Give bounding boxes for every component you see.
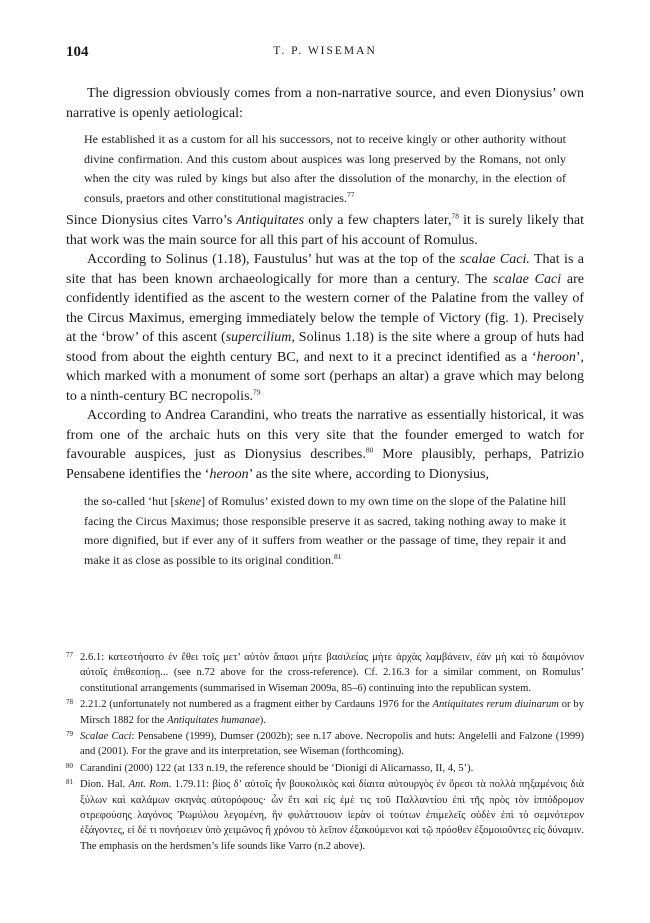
footnote-number: 79 <box>66 730 73 739</box>
running-head: T. P. WISEMAN <box>273 45 377 57</box>
footnote: 78 2.21.2 (unfortunately not numbered as a fragment either by Cardauns 1976 for the Antiquitates rerum diuinarum or by Mirsch 1882 for the Antiquitates humanae). <box>66 697 584 728</box>
footnote-ref: 81 <box>333 551 342 561</box>
footnote-number: 77 <box>66 651 73 659</box>
footnote-ref: 80 <box>365 445 374 455</box>
paragraph: According to Solinus (1.18), Faustulus’ hut was at the top of the scalae Caci. That is a site that has been known archaeologically for more than a century. The scalae Caci are confidently identified as the ascent to the western corner of the Palatine from the valley of the Circus Maximus, emerging immediately below the temple of Victory (fig. 1). Precisely at the ‘brow’ of this ascent (supercilium, Solinus 1.18) is the site where a group of huts had stood from about the eighth century BC, and next to it a precinct identified as a ‘heroon’, which marked with a monument of some sort (perhaps an altar) a grave which may belong to a ninth-century BC necropolis.$^{79}$ <box>66 252 584 404</box>
footnote-number: 81 <box>66 778 73 787</box>
block-quote: the so-called ‘hut [skene] of Romulus’ existed down to my own time on the slope of the Palatine hill facing the Circus Maximus; those responsible preserve it as sacred, taking nothing away to make it more dignified, but if ever any of it suffers from weather or the passage of time, they repair it and make it as close as possible to its original condition.$^{81}$ <box>84 494 566 567</box>
footnote: 80 Carandini (2000) 122 (at 133 n.19, the reference should be ‘Dionigi di Alicarnasso, II, 4, 5’). <box>66 761 584 776</box>
page-number: 104 <box>66 44 89 60</box>
footnote-ref: 78 <box>451 211 459 221</box>
footnote: 79 Scalae Caci: Pensabene (1999), Dumser (2002b); see n.17 above. Necropolis and huts: Angelelli and Falzone (1999) and (2001). For the grave and its interpretation, see Wiseman (forthcoming). <box>66 729 584 760</box>
paragraph: The digression obviously comes from a non-narrative source, and even Dionysius’ own narrative is openly aetiological: <box>66 86 584 121</box>
body-text <box>66 84 584 573</box>
footnote: 81 Dion. Hal. Ant. Rom. 1.79.11: βίος δ’ αὐτοῖς ἦν βουκολικὸς καὶ δίαιτα αὐτουργὸς ἐν ὄρεσι τὰ πολλὰ πηξαμένοις διὰ ξύλων καὶ καλάμων σκηνὰς αὐτορόφους· ὧν ἔτι καὶ εἰς ἐμὲ τις τοῦ Παλλαντίου ἐπὶ τῆς πρὸς τὸν ἱππόδρομον στρεφούσης λαγόνος Ῥωμύλου λεγομένη, ἣν φυλάττουσιν ἱερὰν οἱ τούτων ἐπιμελεῖς οὐδὲν ἐπὶ τὸ σεμνότερον ἐξάγοντες, εἰ δέ τι πονήσειεν ὑπὸ χειμῶνος ἢ χρόνου τὸ λεῖπον ἐξακούμενοι καὶ τῷ πρόσθεν ἐξομοιοῦντες εἰς δύναμιν. The emphasis on the herdsmen’s life sounds like Varro (n.2 above). <box>66 777 584 854</box>
paragraph: Since Dionysius cites Varro’s Antiquitates only a few chapters later,$^{78}$ it is surely likely that that work was the main source for all this part of his account of Romulus. <box>66 211 584 248</box>
footnote-number: 80 <box>66 761 73 770</box>
footnote-ref: 77 <box>346 189 355 199</box>
paragraph: According to Andrea Carandini, who treats the narrative as essentially historical, it was from one of the archaic huts on this very site that the founder emerged to watch for favourable auspices, just as Dionysius describes.$^{80}$ More plausibly, perhaps, Patrizio Pensabene identifies the ‘heroon’ as the site where, according to Dionysius, <box>66 408 584 482</box>
footnote: 77 2.6.1: κατεστήσατο ἐν ἔθει τοῖς μετ’ αὐτὸν ἅπασι μήτε βασιλείας μήτε ἀρχὰς λαμβάνειν, ἐὰν μὴ καὶ τὸ δαιμόνιον αὐτοῖς ἐπιθεσπίσῃ... (see n.72 above for the cross-reference). Cf. 2.16.3 for a similar comment, on Romulus’ constitutional arrangements (summarised in Wiseman 2009a, 85–6) continuing into the republican system. <box>66 650 584 696</box>
footnote-number: 78 <box>66 698 73 707</box>
block-quote: He established it as a custom for all his successors, not to receive kingly or other authority without divine confirmation. And this custom about auspices was long preserved by the Romans, not only when the city was ruled by kings but also after the dissolution of the monarchy, in the election of consuls, praetors and other constitutional magistracies.$^{77}$ <box>84 132 566 205</box>
footnotes <box>66 650 584 854</box>
page-header <box>66 44 584 62</box>
footnote-ref: 79 <box>253 386 261 396</box>
